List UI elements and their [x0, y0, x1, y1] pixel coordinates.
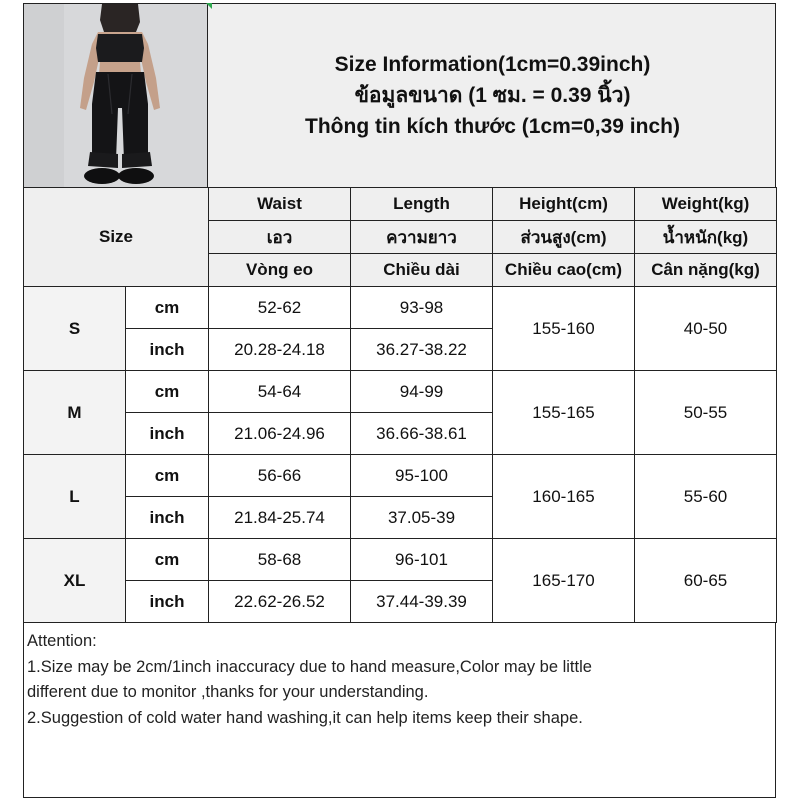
height-value: 155-160: [493, 287, 635, 371]
length-inch-value: 36.27-38.22: [351, 329, 493, 371]
weight-value: 55-60: [635, 455, 777, 539]
notes-heading: Attention:: [27, 632, 97, 650]
waist-cm-value: 58-68: [209, 539, 351, 581]
waist-inch-value: 22.62-26.52: [209, 581, 351, 623]
header-row-english: [24, 188, 777, 221]
height-value: 165-170: [493, 539, 635, 623]
table-row: [24, 539, 777, 581]
height-value: 160-165: [493, 455, 635, 539]
length-cm-value: 93-98: [351, 287, 493, 329]
table-row: [24, 455, 777, 497]
col-weight-en: Weight(kg): [635, 188, 777, 221]
table-row: [24, 287, 777, 329]
note-1a: 1.Size may be 2cm/1inch inaccuracy due to hand measure,Color may be little: [27, 657, 592, 676]
unit-inch: inch: [126, 413, 209, 455]
col-weight-vi: Cân nặng(kg): [635, 254, 777, 287]
chart-title: [210, 49, 775, 142]
note-2: 2.Suggestion of cold water hand washing,it can help items keep their shape.: [27, 708, 583, 727]
size-chart: [23, 3, 776, 798]
size-label-s: S: [24, 287, 126, 371]
title-vietnamese: Thông tin kích thước (1cm=0,39 inch): [305, 115, 680, 138]
waist-cm-value: 52-62: [209, 287, 351, 329]
corner-mark: [206, 3, 212, 9]
table-row: [24, 371, 777, 413]
length-inch-value: 37.44-39.39: [351, 581, 493, 623]
weight-value: 40-50: [635, 287, 777, 371]
attention-notes: [27, 629, 772, 731]
unit-inch: inch: [126, 497, 209, 539]
size-label-xl: XL: [24, 539, 126, 623]
size-label-l: L: [24, 455, 126, 539]
unit-cm: cm: [126, 455, 209, 497]
length-cm-value: 95-100: [351, 455, 493, 497]
weight-value: 60-65: [635, 539, 777, 623]
waist-cm-value: 54-64: [209, 371, 351, 413]
col-waist-vi: Vòng eo: [209, 254, 351, 287]
model-wearing-pants-image: [24, 4, 208, 187]
col-height-vi: Chiều cao(cm): [493, 254, 635, 287]
length-inch-value: 36.66-38.61: [351, 413, 493, 455]
note-1b: different due to monitor ,thanks for your understanding.: [27, 683, 429, 701]
size-table: [23, 187, 777, 623]
weight-value: 50-55: [635, 371, 777, 455]
title-thai: ข้อมูลขนาด (1 ซม. = 0.39 นิ้ว): [354, 84, 631, 107]
unit-cm: cm: [126, 287, 209, 329]
size-header: Size: [24, 188, 209, 287]
waist-inch-value: 20.28-24.18: [209, 329, 351, 371]
unit-cm: cm: [126, 371, 209, 413]
col-length-vi: Chiều dài: [351, 254, 493, 287]
length-inch-value: 37.05-39: [351, 497, 493, 539]
waist-inch-value: 21.06-24.96: [209, 413, 351, 455]
col-height-th: ส่วนสูง(cm): [493, 221, 635, 254]
unit-inch: inch: [126, 329, 209, 371]
col-waist-th: เอว: [209, 221, 351, 254]
length-cm-value: 96-101: [351, 539, 493, 581]
product-photo: [24, 4, 208, 187]
col-height-en: Height(cm): [493, 188, 635, 221]
size-label-m: M: [24, 371, 126, 455]
title-english: Size Information(1cm=0.39inch): [334, 53, 651, 76]
unit-cm: cm: [126, 539, 209, 581]
unit-inch: inch: [126, 581, 209, 623]
col-weight-th: น้ำหนัก(kg): [635, 221, 777, 254]
length-cm-value: 94-99: [351, 371, 493, 413]
waist-inch-value: 21.84-25.74: [209, 497, 351, 539]
col-waist-en: Waist: [209, 188, 351, 221]
chart-header: [24, 4, 775, 188]
col-length-th: ความยาว: [351, 221, 493, 254]
height-value: 155-165: [493, 371, 635, 455]
col-length-en: Length: [351, 188, 493, 221]
waist-cm-value: 56-66: [209, 455, 351, 497]
